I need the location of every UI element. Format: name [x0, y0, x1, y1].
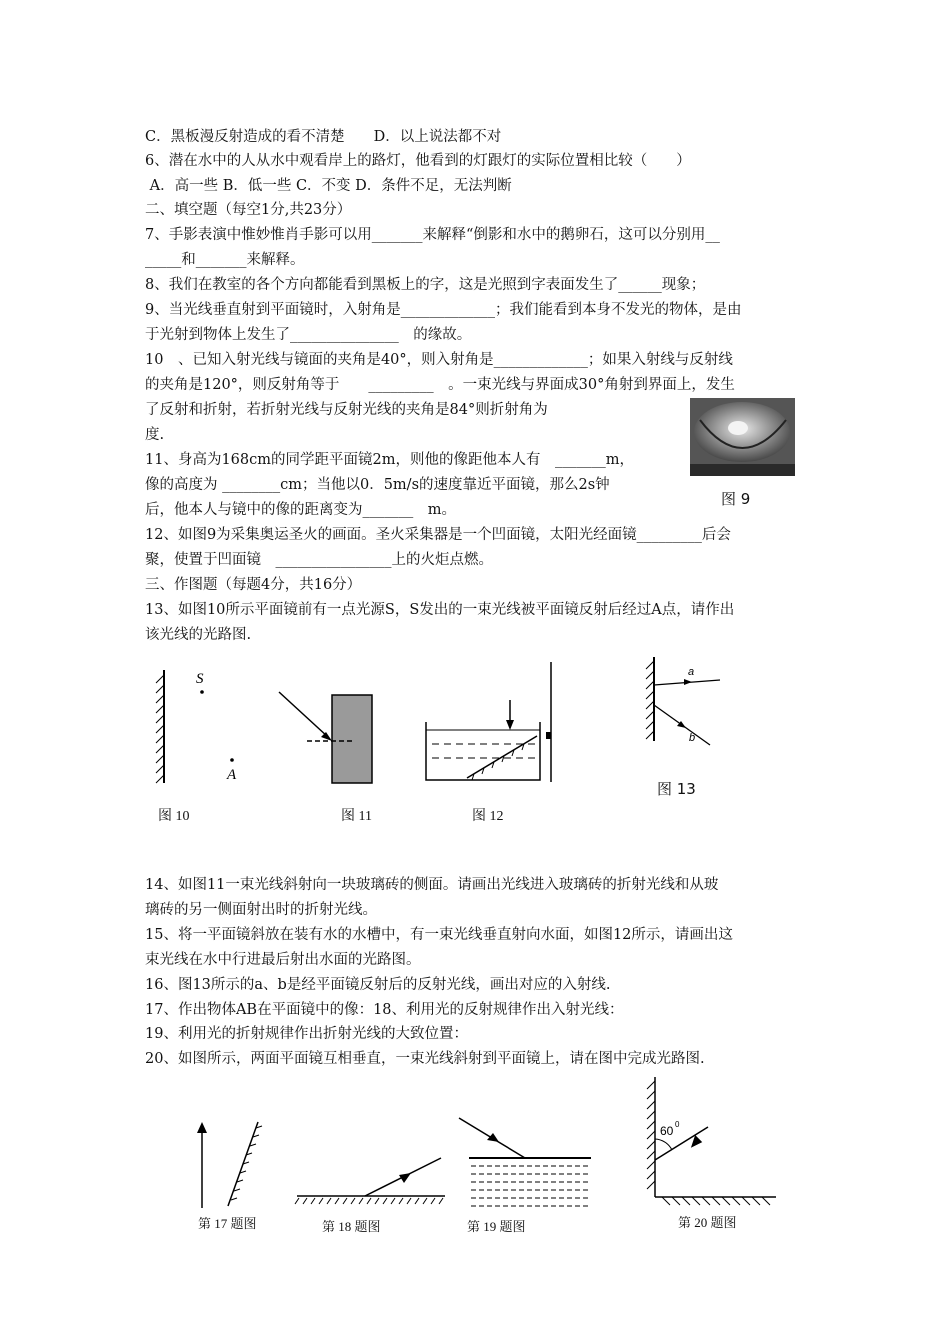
fig20-diagram: [640, 1075, 780, 1205]
fig17-diagram: [190, 1120, 270, 1210]
text-line: 15、将一平面镜斜放在装有水的水槽中，有一束光线垂直射向水面，如图12所示，请画出这: [145, 927, 733, 943]
fig20-caption: 第 20 题图: [678, 1215, 737, 1230]
fig12-diagram: [412, 660, 557, 785]
fig18-diagram: [295, 1150, 450, 1210]
fig9-caption: 图 9: [721, 490, 751, 508]
text-line: 10 、已知入射光线与镜面的夹角是40°，则入射角是_____________；如果入射线与反射线: [145, 352, 733, 368]
text-line: 17、作出物体AB在平面镜中的像：18、利用光的反射规律作出入射光线：: [145, 1002, 624, 1018]
ray-a-label: a: [688, 666, 695, 678]
text-line: 8、我们在教室的各个方向都能看到黑板上的字，这是光照到字表面发生了______现象；: [145, 277, 706, 293]
text-line: 束光线在水中行进最后射出水面的光路图。: [145, 952, 421, 968]
text-line: 14、如图11一束光线斜射向一块玻璃砖的侧面。请画出光线进入玻璃砖的折射光线和从玻: [145, 877, 719, 893]
text-line: 像的高度为 ________cm；当他以0．5m/s的速度靠近平面镜，那么2s钟: [145, 477, 610, 493]
text-line: 13、如图10所示平面镜前有一点光源S，S发出的一束光线被平面镜反射后经过A点，请作出: [145, 602, 735, 618]
fig17-caption: 第 17 题图: [198, 1216, 257, 1231]
text-line: 19、利用光的折射规律作出折射光线的大致位置：: [145, 1026, 468, 1042]
text-line: 该光线的光路图.: [145, 627, 252, 643]
text-line: 6、潜在水中的人从水中观看岸上的路灯，他看到的灯跟灯的实际位置相比较（ ）: [145, 153, 691, 169]
fig13-caption: 图 13: [657, 780, 696, 798]
text-line: 9、当光线垂直射到平面镜时，入射角是_____________；我们能看到本身不发光的物体，是由: [145, 302, 742, 318]
text-line: 度.: [145, 427, 165, 443]
text-line: 11、身高为168cm的同学距平面镜2m，则他的像距他本人有 _______m，: [145, 452, 634, 468]
section-heading: 三、作图题（每题4分，共16分）: [145, 577, 362, 593]
text-line: _____和_______来解释。: [145, 252, 305, 268]
fig11-caption: 图 11: [341, 809, 372, 824]
text-line: 后，他本人与镜中的像的距离变为_______ m。: [145, 502, 456, 518]
fig12-caption: 图 12: [472, 809, 504, 824]
text-line: 16、图13所示的a、b是经平面镜反射后的反射光线，画出对应的入射线.: [145, 977, 611, 993]
fig10-caption: 图 10: [158, 809, 190, 824]
ray-b-label: b: [689, 732, 696, 744]
point-a-label: A: [227, 767, 237, 783]
fig18-caption: 第 18 题图: [322, 1219, 381, 1234]
fig19-caption: 第 19 题图: [467, 1219, 526, 1234]
angle-label: 60: [660, 1124, 674, 1138]
text-line: C．黑板漫反射造成的看不清楚 D．以上说法都不对: [145, 129, 502, 145]
fig11-diagram: [275, 690, 385, 785]
fig19-diagram: [455, 1112, 595, 1212]
point-s-label: S: [196, 671, 204, 687]
text-line: 的夹角是120°，则反射角等于 _________ 。一束光线与界面成30°角射到界面上，发生: [145, 377, 735, 393]
text-line: A．高一些 B．低一些 C．不变 D．条件不足，无法判断: [145, 178, 512, 194]
degree-mark: 0: [675, 1120, 680, 1129]
text-line: 7、手影表演中惟妙惟肖手影可以用_______来解释“倒影和水中的鹅卵石，这可以分别用__: [145, 227, 720, 243]
text-line: 12、如图9为采集奥运圣火的画面。圣火采集器是一个凹面镜，太阳光经面镜_________后会: [145, 527, 731, 543]
text-line: 了反射和折射，若折射光线与反射光线的夹角是84°则折射角为: [145, 402, 548, 418]
text-line: 璃砖的另一侧面射出时的折射光线。: [145, 902, 377, 918]
text-line: 于光射到物体上发生了_______________ 的缘故。: [145, 327, 472, 343]
fig13-diagram: [640, 655, 725, 745]
text-line: 聚，使置于凹面镜 ________________上的火炬点燃。: [145, 552, 493, 568]
fig9-photo: [690, 398, 795, 476]
text-line: 20、如图所示，两面平面镜互相垂直，一束光线斜射到平面镜上，请在图中完成光路图.: [145, 1051, 705, 1067]
fig10-diagram: [150, 665, 250, 785]
section-heading: 二、填空题（每空1分,共23分）: [145, 202, 352, 218]
